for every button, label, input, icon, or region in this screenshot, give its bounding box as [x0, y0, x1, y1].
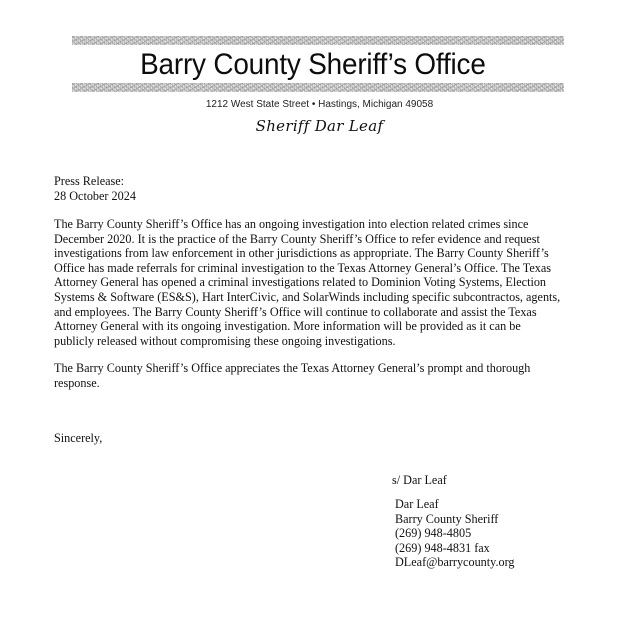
contact-name: Dar Leaf: [395, 497, 439, 511]
contact-block: [395, 497, 515, 570]
letterhead-bottom-texture-band: [72, 83, 564, 92]
paragraph-line: December 2020. It is the practice of the Barry County Sheriff’s Office to refer evidence and request: [54, 231, 540, 246]
press-release-date: 28 October 2024: [54, 188, 136, 203]
body-paragraph-1: [54, 217, 574, 348]
body-paragraph-2: [54, 361, 574, 390]
closing-salutation: Sincerely,: [54, 431, 103, 445]
press-release-header: [54, 174, 574, 203]
press-release-label: Press Release:: [54, 174, 125, 188]
paragraph-line: response.: [54, 375, 100, 390]
office-address: 1212 West State Street • Hastings, Michigan 49058: [205, 99, 434, 110]
signature-line: s/ Dar Leaf: [392, 473, 447, 487]
paragraph-line: investigations from law enforcement in other jurisdictions as appropriate. The Barry County Sheriff’s: [54, 246, 549, 261]
paragraph-line: Systems & Software (ES&S), Hart InterCivic, and SolarWinds including specific subcontractos, agents,: [54, 289, 561, 304]
paragraph-line: The Barry County Sheriff’s Office appreciates the Texas Attorney General’s prompt and thorough: [54, 361, 531, 375]
paragraph-line: Office has made referrals for criminal investigation to the Texas Attorney General’s Office. The Texas: [54, 260, 552, 275]
paragraph-line: Attorney General has opened a criminal investigations related to Dominion Voting Systems, Election: [54, 275, 547, 290]
contact-fax: (269) 948-4831 fax: [395, 540, 490, 555]
paragraph-line: The Barry County Sheriff’s Office has an ongoing investigation into election related crimes since: [54, 217, 529, 231]
contact-email: DLeaf@barrycounty.org: [395, 555, 515, 570]
letterhead-top-texture-band: [72, 36, 564, 45]
paragraph-line: publicly released without compromising these ongoing investigations.: [54, 333, 396, 348]
contact-title: Barry County Sheriff: [395, 511, 499, 526]
office-title: Barry County Sheriff’s Office: [140, 48, 486, 81]
contact-phone: (269) 948-4805: [395, 526, 472, 541]
paragraph-line: Attorney General with its ongoing investigation. More information will be provided as it can be: [54, 319, 521, 334]
paragraph-line: and employees. The Barry County Sheriff’s Office will continue to collaborate and assist the Texas: [54, 304, 537, 319]
sheriff-name-script: Sheriff Dar Leaf: [255, 117, 384, 135]
